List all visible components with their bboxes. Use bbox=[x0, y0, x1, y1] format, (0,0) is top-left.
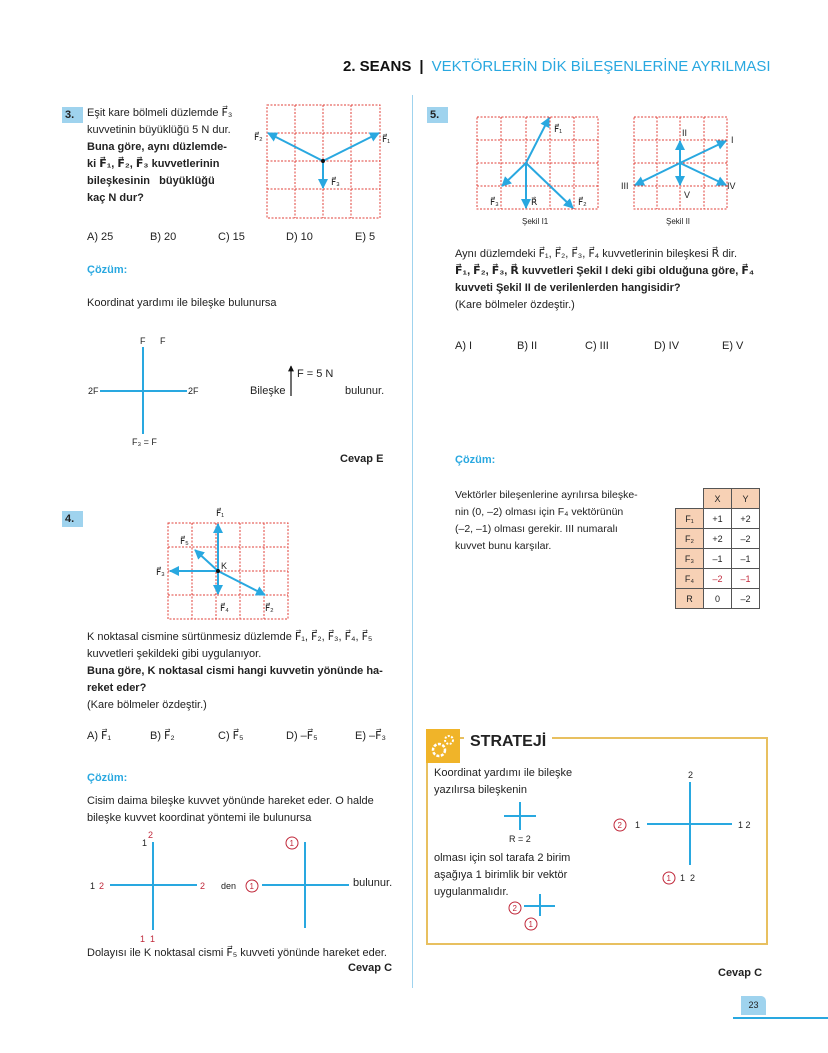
choice-a[interactable]: A) F⃗₁ bbox=[87, 730, 112, 742]
strategy-text-2 bbox=[434, 850, 604, 901]
label-i: I bbox=[731, 135, 734, 145]
label: 2 bbox=[688, 770, 694, 780]
header-y: Y bbox=[732, 489, 760, 509]
q3-line: kuvvetinin büyüklüğü 5 N dur. bbox=[87, 124, 231, 136]
q5-figure-2 bbox=[620, 110, 750, 230]
q3-line: Buna göre, aynı düzlemde- bbox=[87, 141, 227, 153]
vector-i bbox=[680, 141, 726, 163]
label: 1 bbox=[142, 838, 148, 848]
label-ii: II bbox=[682, 128, 688, 138]
q4-solution-diagram bbox=[80, 830, 410, 950]
choice-d[interactable]: D) IV bbox=[654, 340, 680, 352]
circled-number: 1 bbox=[528, 920, 533, 929]
q5-line: kuvveti Şekil II de verilenlerden hangisidir? bbox=[455, 282, 681, 294]
page-header bbox=[343, 58, 771, 75]
topic-title: VEKTÖRLERİN DİK BİLEŞENLERİNE AYRILMASI bbox=[431, 58, 771, 75]
label-f3: F⃗₃ bbox=[156, 567, 165, 577]
q3-line: Eşit kare bölmeli düzlemde F⃗₃ bbox=[87, 107, 233, 119]
question-number-5: 5. bbox=[427, 107, 448, 123]
q5-line: F⃗₁, F⃗₂, F⃗₃, R⃗ kuvvetleri Şekil I deki gibi olduğuna göre, F⃗₄ bbox=[455, 265, 755, 277]
q3-text bbox=[87, 105, 257, 207]
q4-line: reket eder? bbox=[87, 682, 147, 694]
label-f1: F⃗₁ bbox=[382, 134, 391, 144]
choice-d[interactable]: D) 10 bbox=[286, 231, 313, 243]
figure-caption: Şekil II bbox=[666, 217, 691, 226]
question-number-4: 4. bbox=[62, 511, 83, 527]
q5-line: Aynı düzlemdeki F⃗₁, F⃗₂, F⃗₃, F⃗₄ kuvvetlerinin bileşkesi R⃗ dir. bbox=[455, 248, 738, 260]
q4-note: (Kare bölmeler özdeştir.) bbox=[87, 699, 207, 711]
session-label: 2. SEANS bbox=[343, 58, 412, 75]
table-row: F₃ –1 –1 bbox=[676, 549, 760, 569]
strategy-line: olması için sol tarafa 2 birim bbox=[434, 852, 571, 864]
label-f3: F⃗₃ bbox=[331, 177, 340, 187]
figure-caption: Şekil I1 bbox=[522, 217, 549, 226]
label: F bbox=[140, 336, 146, 346]
q3-line: ki F⃗₁, F⃗₂, F⃗₃ kuvvetlerinin bbox=[87, 158, 220, 170]
strategy-line: aşağıya 1 birimlik bir vektör bbox=[434, 869, 568, 881]
q4-line: K noktasal cismine sürtünmesiz düzlemde F⃗₁, F⃗₂, F⃗₃, F⃗₄, F⃗₅ bbox=[87, 631, 373, 643]
choice-e[interactable]: E) V bbox=[722, 340, 744, 352]
struck-label: 1 1 bbox=[140, 934, 156, 944]
choice-b[interactable]: B) F⃗₂ bbox=[150, 730, 175, 742]
header-separator: | bbox=[419, 58, 424, 75]
bileske-label: Bileşke bbox=[250, 385, 286, 397]
q3-figure bbox=[250, 100, 410, 225]
strategy-line: uygulanmalıdır. bbox=[434, 886, 509, 898]
q4-text bbox=[87, 629, 397, 714]
label-iv: IV bbox=[727, 181, 736, 191]
q5-note: (Kare bölmeler özdeştir.) bbox=[455, 299, 575, 311]
label: 2F bbox=[88, 386, 99, 396]
choice-a[interactable]: A) I bbox=[455, 340, 473, 352]
label: 1 2 bbox=[738, 820, 751, 830]
choice-e[interactable]: E) 5 bbox=[355, 231, 376, 243]
solution-title: Çözüm: bbox=[87, 772, 128, 784]
label-iii: III bbox=[621, 181, 629, 191]
q4-line: kuvvetleri şekildeki gibi uygulanıyor. bbox=[87, 648, 262, 660]
q5-text bbox=[455, 246, 775, 314]
table-row: R 0 –2 bbox=[676, 589, 760, 609]
circled-number: 2 bbox=[617, 821, 622, 830]
q5-figure-1 bbox=[470, 110, 610, 230]
q5-solution-text bbox=[455, 487, 650, 555]
strategy-big-diagram bbox=[605, 765, 765, 895]
solution-title: Çözüm: bbox=[87, 264, 128, 276]
label: F bbox=[160, 336, 166, 346]
answer-label: Cevap C bbox=[718, 967, 763, 979]
label: F₃ = F bbox=[132, 437, 157, 447]
label-f5: F⃗₅ bbox=[180, 536, 189, 546]
vector-f3 bbox=[502, 163, 526, 186]
q4-line: Buna göre, K noktasal cismi hangi kuvvetin yönünde ha- bbox=[87, 665, 383, 677]
label-f4: F⃗₄ bbox=[220, 603, 229, 613]
label-r: R⃗ bbox=[531, 197, 538, 207]
solution-line: Cisim daima bileşke kuvvet yönünde hareket eder. O halde bbox=[87, 795, 374, 807]
footer-line bbox=[733, 1017, 828, 1019]
label-f2: F⃗₂ bbox=[265, 603, 274, 613]
table-row: F₄ –2 –1 bbox=[676, 569, 760, 589]
solution-text: Koordinat yardımı ile bileşke bulunursa bbox=[87, 297, 277, 309]
q4-figure bbox=[150, 503, 300, 628]
label: 1 2 bbox=[680, 873, 696, 883]
conclusion-text: Dolayısı ile K noktasal cismi F⃗₅ kuvveti yönünde hareket eder. bbox=[87, 947, 387, 959]
struck-label: 2 bbox=[99, 881, 105, 891]
circled-number: 1 bbox=[289, 839, 294, 848]
choice-a[interactable]: A) 25 bbox=[87, 231, 114, 243]
answer-label: Cevap E bbox=[340, 453, 384, 465]
solution-line: Vektörler bileşenlerine ayrılırsa bileşke- bbox=[455, 489, 638, 501]
label-f2: F⃗₂ bbox=[254, 132, 263, 142]
header-x: X bbox=[704, 489, 732, 509]
circled-number: 2 bbox=[512, 904, 517, 913]
choice-c[interactable]: C) III bbox=[585, 340, 609, 352]
label-f1: F⃗₁ bbox=[554, 124, 563, 134]
label-f1: F⃗₁ bbox=[216, 508, 225, 518]
vector-f2 bbox=[218, 571, 265, 595]
q3-line: bileşkesinin büyüklüğü bbox=[87, 175, 215, 187]
column-divider bbox=[412, 95, 413, 988]
solution-title: Çözüm: bbox=[455, 454, 496, 466]
label: 2F bbox=[188, 386, 199, 396]
label: bulunur. bbox=[353, 877, 393, 889]
vector-f5 bbox=[195, 550, 218, 571]
choice-c[interactable]: C) 15 bbox=[218, 231, 245, 243]
circled-number: 1 bbox=[666, 874, 671, 883]
choice-b[interactable]: B) II bbox=[517, 340, 538, 352]
label-f2: F⃗₂ bbox=[578, 197, 587, 207]
label: den bbox=[221, 881, 237, 891]
table-row: F₁ +1 +2 bbox=[676, 509, 760, 529]
q3-solution-diagram bbox=[80, 332, 410, 452]
strategy-text bbox=[434, 765, 604, 799]
solution-line: nin (0, –2) olması için F₄ vektörünün bbox=[455, 506, 624, 518]
vector-iv bbox=[680, 163, 726, 185]
label: bulunur. bbox=[345, 385, 385, 397]
strategy-line: Koordinat yardımı ile bileşke bbox=[434, 767, 573, 779]
label-f3: F⃗₃ bbox=[490, 197, 499, 207]
choice-d[interactable]: D) –F⃗₅ bbox=[286, 730, 318, 742]
choice-b[interactable]: B) 20 bbox=[150, 231, 177, 243]
components-table bbox=[675, 488, 760, 609]
result-value: F = 5 N bbox=[297, 368, 334, 380]
table-row: F₂ +2 –2 bbox=[676, 529, 760, 549]
strategy-title: STRATEJİ bbox=[464, 733, 552, 751]
solution-line: bileşke kuvvet koordinat yöntemi ile bulunursa bbox=[87, 812, 312, 824]
gears-icon bbox=[426, 729, 460, 763]
vector-f1 bbox=[526, 118, 549, 163]
solution-line: kuvvet bunu karşılar. bbox=[455, 540, 552, 552]
label: 1 bbox=[90, 881, 96, 891]
page-number: 23 bbox=[741, 996, 766, 1015]
struck-label: 2 bbox=[200, 881, 206, 891]
struck-label: 2 bbox=[148, 830, 154, 840]
q3-line: kaç N dur? bbox=[87, 192, 144, 204]
circled-number: 1 bbox=[249, 882, 254, 891]
r-label: R = 2 bbox=[509, 834, 531, 844]
solution-line: (–2, –1) olması gerekir. III numaralı bbox=[455, 523, 618, 535]
label-k: K bbox=[221, 561, 228, 571]
label: 1 bbox=[635, 820, 641, 830]
choice-c[interactable]: C) F⃗₅ bbox=[218, 730, 244, 742]
choice-e[interactable]: E) –F⃗₃ bbox=[355, 730, 386, 742]
answer-label: Cevap C bbox=[348, 962, 393, 974]
strategy-line: yazılırsa bileşkenin bbox=[434, 784, 527, 796]
label-v: V bbox=[684, 190, 691, 200]
question-number-3: 3. bbox=[62, 107, 83, 123]
q4-solution-text bbox=[87, 793, 397, 827]
